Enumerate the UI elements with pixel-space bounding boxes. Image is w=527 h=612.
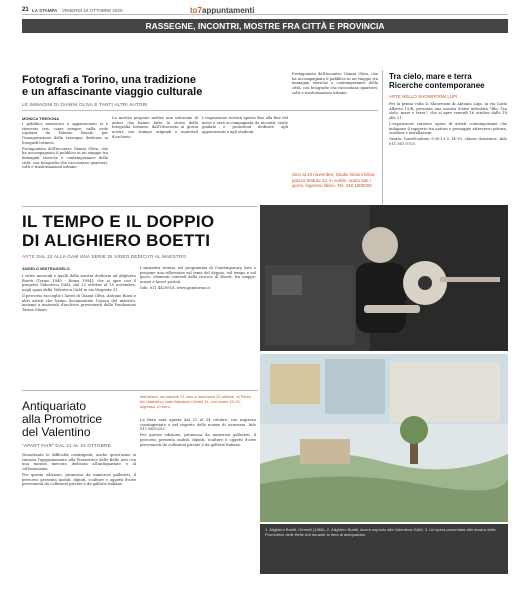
article2-paragraph: I video musicali e quelli della mostra dedicata ad Alighiero Boetti (Torino 1940 - Roma 1994), che si apre con il progetto Videoteca GAM, dal 22 ottobre al 15 novembre, negli spazi della Videoteca GAM in via Magenta 31. bbox=[22, 274, 136, 293]
sidebar-paragraph: L'esposizione riunisce opere di artisti contemporanei che indagano il rapporto tra natura e paesaggio attraverso pittura, scultura e installazioni. bbox=[389, 121, 507, 136]
article1-title-line2: e un affascinante viaggio culturale bbox=[22, 86, 203, 98]
article3-column-2 bbox=[140, 418, 256, 598]
article2-paragraph: Info: 011 4429518, www.gamtorino.it bbox=[140, 285, 211, 290]
issue-date: VENERDÌ 10 OTTOBRE 2020 bbox=[62, 8, 123, 13]
article2-title bbox=[22, 212, 258, 250]
sidebar-kicker: ARTE NELLO SHOWROOM LUPI bbox=[389, 94, 458, 99]
article1-paragraph: Protagonista dell'incontro Gianni Oliva, che ha accompagnato il pubblico in un viaggio tra immagini storiche e contemporanee della città, con fotografie che raccontano quartieri, volti e trasformazioni urbane. bbox=[22, 146, 108, 170]
section-name: appuntamenti bbox=[202, 6, 255, 15]
divider bbox=[22, 390, 258, 391]
sidebar-paragraph: Per la prima volta lo Showroom di Antonio Lupi, in via Carlo Alberto 15/B, presenta una mostra d'arte intitolata "Blu. Tra cielo, mare e terra", che si apre venerdì 16 ottobre dalle 18 alle 21. bbox=[389, 102, 507, 121]
article2-paragraph: L'iniziativa rientra nel programma di Contemporary Arts e propone una riflessione sul tema del doppio, sul tempo e sul gioco, elementi centrali della ricerca di Boetti, tra mappe, arazzi e lavori postali. bbox=[140, 266, 256, 285]
article3-info: dall'ottavo, da martedì 21 sino a domenica 25 ottobre, al Parco del Valentino, viale Balsamo Crivelli 11, con orario 10-20, ingresso 10 euro. bbox=[140, 394, 252, 409]
article2-title-line1: IL TEMPO E IL DOPPIO bbox=[22, 212, 215, 231]
article3-paragraph: Per questa edizione, promossa da numerosi galleristi, il percorso presenta mobili, dipinti, sculture e oggetti d'arte provenienti da collezioni private e da gallerie italiane. bbox=[22, 472, 136, 487]
article2-column-1 bbox=[22, 274, 136, 386]
article2-subtitle-text: DAL 22 ALLA GAM UNA SERIE DI VIDEO DEDICATI AL MAESTRO bbox=[36, 254, 187, 259]
article3-title-line3: del Valentino bbox=[22, 425, 91, 439]
article1-paragraph: I pubblico numeroso e appassionato si è ritrovato ieri, come sempre, nella sede ospitata da Palazzo Barolo per l'inaugurazione della rassegna dedicata ai fotografi torinesi. bbox=[22, 122, 108, 145]
page-number: 21 bbox=[22, 7, 29, 13]
exhibition-photo bbox=[260, 354, 508, 522]
article2-subtitle bbox=[22, 254, 258, 259]
sidebar-title: Tra cielo, mare e terra Ricerche contemporanee bbox=[389, 72, 485, 90]
article3-paragraph: La fiera sarà aperta dal 21 al 24 ottobre, con ingresso contingentato e nel rispetto delle norme di sicurezza. Info 011 6615252. bbox=[140, 418, 256, 432]
article1-paragraph: L'esposizione resterà aperta fino alla fine del mese e sarà accompagnata da incontri, visite guidate e proiezioni dedicate agli appassionati e agli studenti. bbox=[202, 116, 288, 135]
article1-author: MONICA TREGONA bbox=[22, 116, 60, 121]
section-title bbox=[190, 6, 254, 15]
article3-column-1 bbox=[22, 453, 136, 603]
portrait-illustration bbox=[260, 205, 508, 351]
article3-title-line2: alla Promotrice bbox=[22, 412, 103, 426]
exhibition-illustration bbox=[260, 354, 508, 522]
article3-subtitle: "APART FAIR" DAL 21 AL 24 OTTOBRE bbox=[22, 443, 111, 448]
article1-subtitle: LE IMMAGINI DI GIANNI OLIVA E TANTI ALTRI AUTORI bbox=[22, 102, 148, 107]
page-header bbox=[22, 6, 508, 15]
article1-column-2 bbox=[112, 116, 198, 204]
sidebar-paragraph: Orario: lunedì-sabato 9,30-13 e 14-19, chiuso domenica. Info 011 561 0720. bbox=[389, 136, 507, 146]
newspaper-page bbox=[22, 6, 508, 606]
divider bbox=[22, 206, 258, 207]
article2-author: ANGELO MISTRANGELO bbox=[22, 266, 70, 271]
boetti-portrait-photo bbox=[260, 205, 508, 351]
newspaper-name: LA STAMPA bbox=[32, 8, 58, 13]
article3-title bbox=[22, 400, 132, 439]
sidebar-subtitle bbox=[389, 94, 457, 99]
article1-paragraph: Protagonista dell'incontro Gianni Oliva, che ha accompagnato il pubblico in un viaggio tra immagini storiche e contemporanee della città, con fotografie che raccontano quartieri, volti e trasformazioni urbane. bbox=[292, 72, 378, 95]
article2-kicker: ARTE bbox=[22, 254, 35, 259]
article1-info: Sino al 10 novembre, Studio Gianni Oliva, piazza Statuto 13, in cortile, orario tutti i giorni, ingresso libero. Tel. 348 1800000 bbox=[292, 172, 376, 189]
article3-paragraph: Per questa edizione, promossa da numerosi galleristi, il percorso presenta mobili, dipinti, sculture e oggetti d'arte provenienti da collezioni private e da gallerie italiane. bbox=[140, 433, 256, 447]
article2-paragraph: Il percorso raccoglie i lavori di Gianni Oliva, Antonio Rossi e altri artisti che hanno documentato l'opera del maestro, insieme a materiali d'archivio provenienti dalla Fondazione Torino Musei. bbox=[22, 293, 136, 312]
article1-title-line1: Fotografi a Torino, una tradizione bbox=[22, 74, 196, 86]
article3-paragraph: Nonostante le difficoltà contingenti, anche quest'anno si rinnova l'appuntamento alla Promotrice delle Belle Arti con una mostra mercato dedicata all'antiquariato e al collezionismo. bbox=[22, 453, 136, 472]
section-prefix: to7 bbox=[190, 6, 202, 15]
article2-title-line2: DI ALIGHIERO BOETTI bbox=[22, 231, 211, 250]
article1-paragraph: La mostra propone inoltre una selezione di autori che hanno fatto la storia della fotografia torinese, dall'Ottocento ai giorni nostri, con stampe originali e materiali d'archivio. bbox=[112, 116, 198, 139]
article2-column-2 bbox=[140, 266, 256, 386]
article1-title bbox=[22, 74, 282, 98]
article3-title-line1: Antiquariato bbox=[22, 399, 87, 413]
article1-column-3 bbox=[202, 116, 288, 204]
section-banner: RASSEGNE, INCONTRI, MOSTRE FRA CITTÀ E PROVINCIA bbox=[22, 19, 508, 33]
article1-column-4 bbox=[292, 72, 378, 168]
photo-caption: 1. Alighiero Boetti, Gemelli (1968), 2. Alighiero Boetti, lavoro esposto alla Videoteca GAM, 3. Un'opera presentata alla mostra della Promotrice delle Belle Arti durante la fiera di antiquariato. bbox=[260, 524, 508, 574]
article1-column-1 bbox=[22, 122, 108, 204]
sidebar-body bbox=[389, 102, 507, 206]
